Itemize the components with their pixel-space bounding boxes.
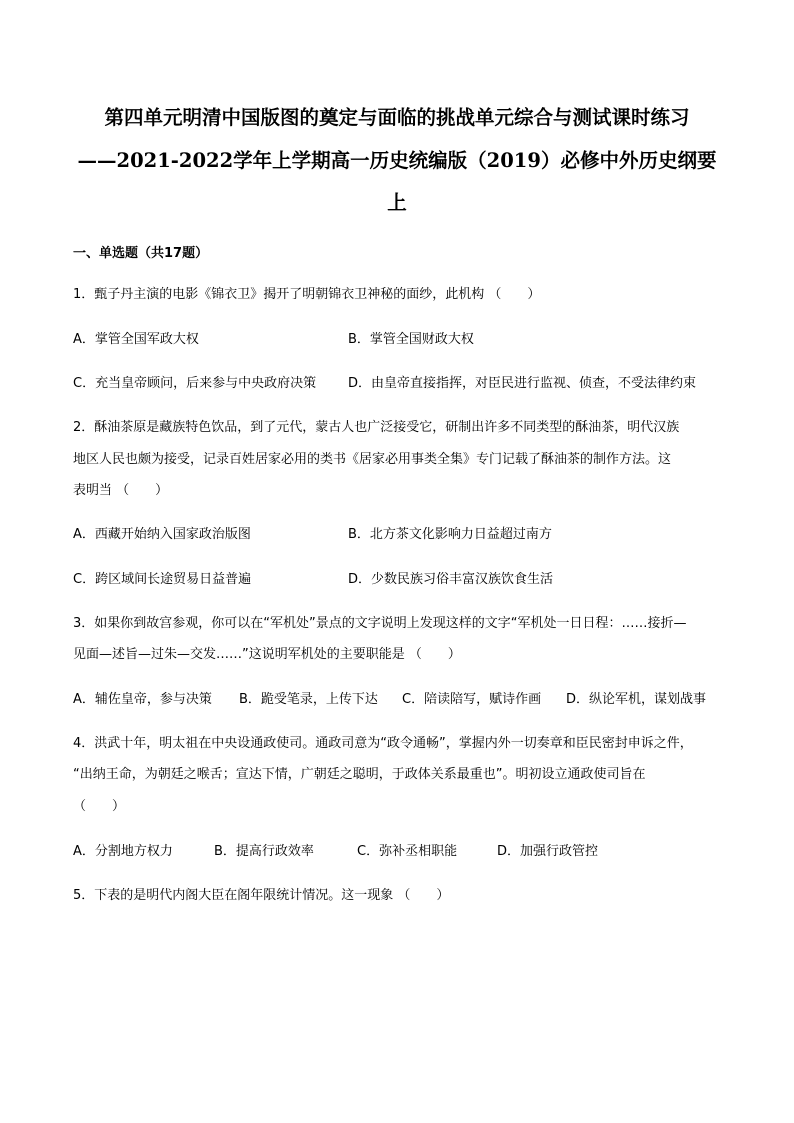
question-4-option-d: D．加强行政管控 (497, 844, 599, 859)
question-3-option-b: B．跪受笔录，上传下达 (239, 692, 378, 707)
question-5-stem: 5．下表的是明代内阁大臣在阁年限统计情况。这一现象 （ ） (73, 888, 450, 903)
question-2-option-b: B．北方茶文化影响力日益超过南方 (348, 527, 552, 542)
document-title-line-2: ——2021-2022学年上学期高一历史统编版（2019）必修中外历史纲要 (77, 149, 717, 172)
question-1-option-a: A．掌管全国军政大权 (73, 332, 199, 347)
question-1-option-c: C．充当皇帝顾问，后来参与中央政府决策 (73, 376, 317, 391)
question-3-option-c: C．陪读陪写，赋诗作画 (402, 692, 542, 707)
question-3-option-d: D．纵论军机，谋划战事 (566, 692, 707, 707)
question-1-stem: 1．甄子丹主演的电影《锦衣卫》揭开了明朝锦衣卫神秘的面纱，此机构 （ ） (73, 287, 541, 302)
question-1-option-b: B．掌管全国财政大权 (348, 332, 474, 347)
question-2-stem-line-1: 2．酥油茶原是藏族特色饮品，到了元代，蒙古人也广泛接受它，研制出许多不同类型的酥油茶，明代汉族 (73, 420, 680, 435)
question-3-option-a: A．辅佐皇帝，参与决策 (73, 692, 212, 707)
question-2-stem-line-3: 表明当 （ ） (73, 483, 169, 498)
question-3-stem-line-2: 见面—述旨—过朱—交发……”这说明军机处的主要职能是 （ ） (73, 647, 461, 662)
document-title-line-3: 上 (387, 191, 407, 214)
question-2-stem-line-2: 地区人民也颇为接受，记录百姓居家必用的类书《居家必用事类全集》专门记载了酥油茶的制作方法。这 (73, 452, 672, 467)
question-1-option-d: D．由皇帝直接指挥，对臣民进行监视、侦查，不受法律约束 (348, 376, 697, 391)
question-4-option-b: B．提高行政效率 (214, 844, 314, 859)
question-4-stem-line-3: （ ） (73, 799, 126, 814)
question-3-stem-line-1: 3．如果你到故宫参观，你可以在“军机处”景点的文字说明上发现这样的文字“军机处一日日程：……接折— (73, 616, 687, 631)
question-2-option-c: C．跨区域间长途贸易日益普遍 (73, 572, 252, 587)
question-4-option-c: C．弥补丞相职能 (357, 844, 458, 859)
question-4-stem-line-2: “出纳王命，为朝廷之喉舌；宣达下情，广朝廷之聪明，于政体关系最重也”。明初设立通政使司旨在 (73, 767, 646, 782)
section-heading: 一、单选题（共17题） (73, 246, 209, 261)
question-4-option-a: A．分割地方权力 (73, 844, 173, 859)
document-title-line-1: 第四单元明清中国版图的奠定与面临的挑战单元综合与测试课时练习 (104, 106, 690, 129)
question-4-stem-line-1: 4．洪武十年，明太祖在中央设通政使司。通政司意为“政令通畅”，掌握内外一切奏章和臣民密封申诉之件， (73, 736, 693, 751)
question-2-option-d: D．少数民族习俗丰富汉族饮食生活 (348, 572, 554, 587)
question-2-option-a: A．西藏开始纳入国家政治版图 (73, 527, 251, 542)
